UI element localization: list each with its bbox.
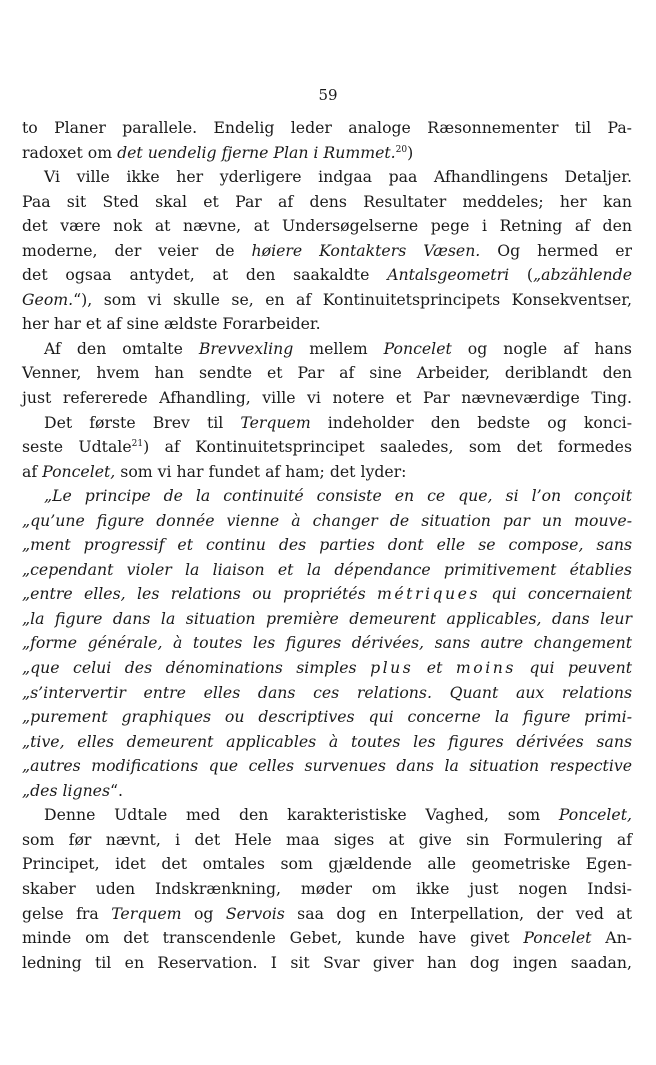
text-segment: Terquem (240, 412, 311, 432)
text-line (22, 411, 632, 436)
text-segment: Og hermed er (480, 240, 633, 260)
text-segment: moderne, der veier de (22, 240, 252, 260)
text-line (22, 435, 632, 460)
text-segment: „s’intervertir entre elles dans ces relations. Quant aux relations (22, 682, 632, 702)
text-line (22, 730, 632, 755)
text-line (22, 779, 632, 804)
text-segment: det ogsaa antydet, at den saakaldte (22, 265, 388, 285)
text-segment: ( (509, 265, 534, 285)
text-line (22, 656, 632, 681)
text-segment: her har et af sine ældste Forarbeider. (22, 314, 321, 334)
text-segment: et (413, 658, 456, 678)
text-segment: qui peuvent (515, 658, 633, 678)
text-line (22, 926, 632, 951)
text-line (22, 361, 632, 386)
text-segment: Servois (225, 903, 285, 923)
text-segment: „des lignes (22, 780, 111, 800)
text-segment: „qu’une figure donnée vienne à changer de situation par un mouve- (22, 510, 632, 530)
text-segment: qui concernaient (479, 584, 632, 604)
text-line (22, 288, 632, 313)
text-line (22, 116, 632, 141)
text-segment: Principet, idet det omtales som gjældende alle geometriske Egen- (22, 854, 632, 874)
text-line (22, 263, 632, 288)
text-segment: det uendelig fjerne Plan i Rummet. (117, 142, 396, 162)
footnote-marker: 21 (131, 439, 144, 450)
text-segment: Geom. (22, 289, 74, 309)
text-line (22, 902, 632, 927)
text-segment: Terquem (111, 903, 182, 923)
text-segment: Antalsgeometri (387, 265, 510, 285)
text-segment: plus (370, 658, 414, 678)
page-number: 59 (318, 86, 338, 104)
text-line (22, 951, 632, 976)
text-segment: „abzählende (533, 265, 632, 285)
text-segment: Denne Udtale med den karakteristiske Vaghed, som (44, 805, 559, 825)
text-line (22, 239, 632, 264)
text-segment: „entre elles, les relations ou propriétés (22, 584, 378, 604)
text-segment: høiere Kontakters Væsen. (251, 240, 481, 260)
text-segment: skaber uden Indskrænkning, møder om ikke just nogen Indsi- (22, 878, 632, 898)
text-segment: og (181, 903, 226, 923)
text-segment: af (22, 461, 43, 481)
text-segment: som vi har fundet af ham; det lyder: (115, 461, 407, 481)
text-line (22, 460, 632, 485)
text-segment: Paa sit Sted skal et Par af dens Resultater meddeles; her kan (22, 191, 632, 211)
text-line (22, 141, 632, 166)
text-line (22, 533, 632, 558)
text-line (22, 165, 632, 190)
text-segment: Vi ville ikke her yderligere indgaa paa Afhandlingens Detaljer. (44, 167, 632, 187)
text-line (22, 509, 632, 534)
text-line (22, 631, 632, 656)
text-segment: Brevvexling (198, 338, 294, 358)
text-segment: métriques (377, 584, 480, 604)
text-segment: „ment progressif et continu des parties dont elle se compose, sans (22, 535, 632, 555)
text-line (22, 852, 632, 877)
text-segment: som før nævnt, i det Hele maa siges at give sin Formulering af (22, 829, 632, 849)
text-segment: An- (591, 928, 632, 948)
text-segment: „tive, elles demeurent applicables à toutes les figures dérivées sans (22, 731, 632, 751)
text-segment: minde om det transcendenle Gebet, kunde have givet (22, 928, 524, 948)
text-segment: og nogle af hans (451, 338, 632, 358)
text-segment: Det første Brev til (44, 412, 241, 432)
text-segment: Poncelet, (42, 461, 116, 481)
text-segment: indeholder den bedste og konci- (310, 412, 633, 432)
text-line (22, 558, 632, 583)
text-line (22, 386, 632, 411)
text-line (22, 214, 632, 239)
text-line (22, 312, 632, 337)
text-line (22, 582, 632, 607)
text-line (22, 754, 632, 779)
text-segment: radoxet om (22, 142, 118, 162)
text-segment: just refererede Afhandling, ville vi notere et Par nævneværdige Ting. (22, 388, 632, 408)
text-segment: saa dog en Interpellation, der ved at (284, 903, 632, 923)
text-segment: “), som vi skulle se, en af Kontinuitetsprincipets Konsekventser, (73, 289, 632, 309)
text-line (22, 681, 632, 706)
text-segment: „autres modifications que celles survenues dans la situation respective (22, 756, 632, 776)
text-segment: ) af Kontinuitetsprincipet saaledes, som det formedes (143, 437, 632, 457)
text-segment: det være nok at nævne, at Undersøgelserne pege i Retning af den (22, 216, 632, 236)
text-segment: Poncelet, (558, 805, 632, 825)
text-segment: „que celui des dénominations simples (22, 658, 371, 678)
text-line (22, 705, 632, 730)
text-segment: „purement graphiques ou descriptives qui concerne la figure primi- (22, 707, 632, 727)
text-segment: moins (455, 658, 516, 678)
text-segment: “. (110, 780, 124, 800)
text-line (22, 803, 632, 828)
text-segment: Poncelet (523, 928, 592, 948)
text-line (22, 607, 632, 632)
text-segment: to Planer parallele. Endelig leder analoge Ræsonnementer til Pa- (22, 118, 632, 137)
text-segment: „cependant violer la liaison et la dépendance primitivement établies (22, 559, 632, 579)
text-segment: mellem (293, 338, 384, 358)
text-segment: gelse fra (22, 903, 112, 923)
text-line (22, 484, 632, 509)
footnote-marker: 20 (395, 144, 408, 155)
text-line (22, 877, 632, 902)
text-segment: Venner, hvem han sendte et Par af sine Arbeider, deriblandt den (22, 363, 632, 383)
text-segment: ledning til en Reservation. I sit Svar giver han dog ingen saadan, (22, 952, 632, 972)
body-text (22, 116, 632, 975)
text-line (22, 337, 632, 362)
text-line (22, 190, 632, 215)
text-segment: Poncelet (383, 338, 452, 358)
text-segment: Af den omtalte (44, 338, 199, 358)
text-line (22, 828, 632, 853)
text-segment: seste Udtale (22, 437, 132, 457)
text-segment: „Le principe de la continuité consiste en ce que, si l’on conçoit (44, 486, 632, 506)
text-segment: „la figure dans la situation première demeurent applicables, dans leur (22, 608, 632, 628)
text-segment: „forme générale, à toutes les figures dérivées, sans autre changement (22, 633, 632, 653)
text-segment: ) (407, 142, 414, 162)
